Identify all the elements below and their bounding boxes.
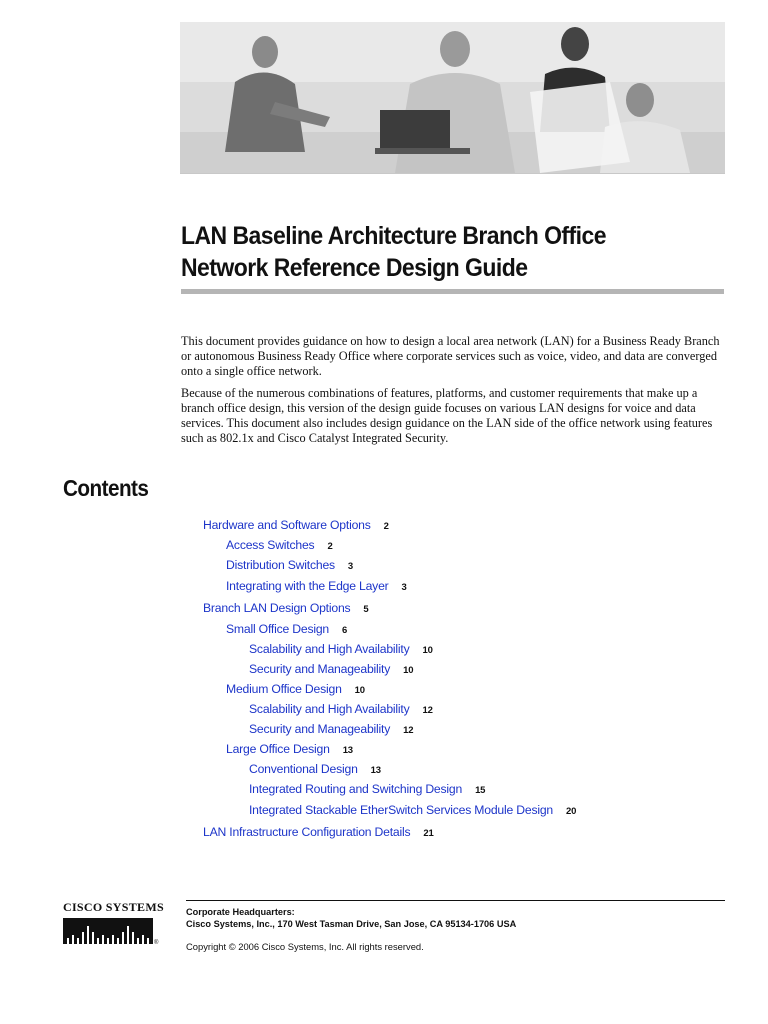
toc-page-number: 10 — [354, 685, 365, 696]
toc-page-number: 15 — [475, 785, 486, 796]
intro-paragraph-2: Because of the numerous combinations of features, platforms, and customer requirements that make up a branch office design, this version of the design guide focuses on various LAN designs for voice and data services. This document also includes design guidance on the LAN side of the office network using features such as 802.1x and Cisco Catalyst Integrated Security. — [181, 385, 713, 446]
intro-paragraph-1: This document provides guidance on how to design a local area network (LAN) for a Business Ready Branch or autonomous Business Ready Office where corporate services such as voice, video, and data are converged onto a single office network. — [181, 334, 720, 379]
toc-link[interactable] — [226, 622, 347, 636]
logo-wordmark: CISCO SYSTEMS — [63, 900, 164, 914]
toc-page-number: 21 — [423, 828, 434, 839]
toc-page-number: 2 — [327, 541, 333, 552]
svg-text:®: ® — [154, 940, 159, 946]
hq-address: Cisco Systems, Inc., 170 West Tasman Drive, San Jose, CA 95134-1706 USA — [186, 919, 517, 929]
toc-label: LAN Infrastructure Configuration Details — [203, 825, 411, 839]
toc-link[interactable] — [249, 762, 381, 776]
toc-page-number: 6 — [342, 625, 348, 636]
toc-label: Hardware and Software Options — [203, 518, 371, 532]
hq-label: Corporate Headquarters: — [186, 907, 295, 917]
toc-page-number: 13 — [342, 745, 353, 756]
toc-label: Security and Manageability — [249, 662, 391, 676]
toc-page-number: 5 — [363, 604, 369, 615]
toc-link[interactable] — [226, 742, 353, 756]
title-divider — [181, 289, 724, 294]
toc-page-number: 12 — [422, 705, 433, 716]
toc-link[interactable] — [203, 601, 369, 615]
toc-page-number: 12 — [403, 725, 414, 736]
document-title — [181, 220, 682, 284]
toc-label: Integrating with the Edge Layer — [226, 579, 389, 593]
cisco-logo — [63, 900, 163, 952]
toc-label: Security and Manageability — [249, 722, 391, 736]
copyright-notice: Copyright © 2006 Cisco Systems, Inc. All rights reserved. — [186, 941, 424, 952]
toc-link[interactable] — [249, 722, 413, 736]
toc-link[interactable] — [249, 702, 433, 716]
toc-link[interactable] — [226, 558, 353, 572]
toc-page-number: 13 — [370, 765, 381, 776]
toc-link[interactable] — [203, 518, 389, 532]
contents-heading: Contents — [63, 475, 149, 501]
intro-text — [181, 334, 726, 452]
corporate-headquarters — [186, 906, 516, 930]
office-workers-illustration — [180, 22, 725, 173]
toc-link[interactable] — [249, 803, 576, 817]
toc-label: Scalability and High Availability — [249, 702, 410, 716]
cisco-bridge-icon — [63, 918, 163, 946]
toc-label: Conventional Design — [249, 762, 358, 776]
toc-link[interactable] — [249, 782, 485, 796]
toc-label: Branch LAN Design Options — [203, 601, 351, 615]
toc-link[interactable] — [226, 579, 407, 593]
toc-page-number: 20 — [566, 806, 577, 817]
toc-label: Distribution Switches — [226, 558, 335, 572]
toc-page-number: 10 — [422, 645, 433, 656]
toc-page-number: 10 — [403, 665, 414, 676]
toc-link[interactable] — [203, 825, 434, 839]
toc-link[interactable] — [249, 642, 433, 656]
toc-page-number: 2 — [383, 521, 389, 532]
toc-label: Integrated Routing and Switching Design — [249, 782, 463, 796]
toc-link[interactable] — [249, 662, 413, 676]
title-line-2: Network Reference Design Guide — [181, 254, 528, 282]
toc-link[interactable] — [226, 682, 365, 696]
toc-page-number: 3 — [401, 582, 407, 593]
toc-link[interactable] — [226, 538, 333, 552]
toc-label: Integrated Stackable EtherSwitch Services Module Design — [249, 803, 554, 817]
toc-label: Access Switches — [226, 538, 315, 552]
toc-label: Large Office Design — [226, 742, 330, 756]
toc-page-number: 3 — [347, 561, 354, 572]
header-photo — [180, 22, 725, 174]
toc-label: Scalability and High Availability — [249, 642, 410, 656]
title-line-1: LAN Baseline Architecture Branch Office — [181, 222, 606, 250]
footer-divider — [186, 900, 725, 901]
toc-label: Small Office Design — [226, 622, 329, 636]
toc-label: Medium Office Design — [226, 682, 342, 696]
